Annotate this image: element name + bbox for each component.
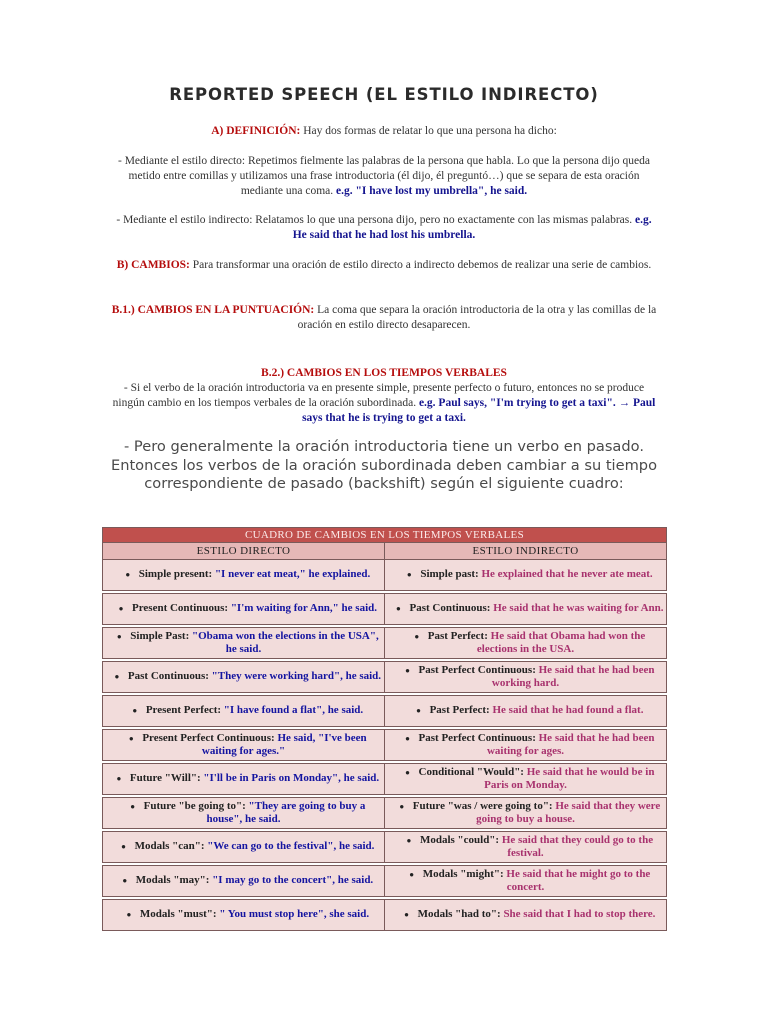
bullet-icon: ● [125,570,131,580]
indirect-example: He explained that he never ate meat. [481,568,653,581]
direct-tense-label: Future "be going to": [143,800,249,813]
indirect-speech-cell [385,832,667,863]
table-row [103,866,667,897]
indirect-tense-label: Past Perfect: [429,704,493,717]
indirect-tense-label: Future "was / were going to": [412,800,556,813]
direct-speech-cell [103,764,385,795]
definition-paragraph [110,124,658,139]
direct-speech-cell [103,594,385,625]
indirect-tense-label: Past Perfect Continuous: [418,732,539,745]
direct-tense-label: Present Perfect: [145,704,224,717]
indirect-tense-label: Simple past: [420,568,482,581]
bullet-icon: ● [406,570,412,580]
table-row [103,832,667,863]
changes-label: B) CAMBIOS: [116,259,190,271]
indirect-example: He said that they could go to the festival. [501,834,654,860]
indirect-speech-cell [385,662,667,693]
indirect-speech-cell [385,730,667,761]
table-row [103,764,667,795]
indirect-example: He said that he was waiting for Ann. [493,602,664,615]
bullet-icon: ● [116,631,122,641]
table-row [103,696,667,727]
indirect-example: He said that he would be in Paris on Monday. [484,766,655,792]
bullet-icon: ● [406,835,412,845]
changes-paragraph [110,258,658,273]
table-row [103,628,667,659]
bullet-icon: ● [404,910,409,920]
table-row [103,730,667,761]
direct-example: He said, "I've been waiting for ages." [201,732,367,758]
indirect-example: He said that he had been working hard. [491,664,655,690]
bullet-icon: ● [128,733,134,743]
punctuation-label: B.1.) CAMBIOS EN LA PUNTUACIÓN: [111,304,315,316]
direct-tense-label: Present Continuous: [132,602,231,615]
direct-speech-cell [103,560,385,591]
direct-example: "We can go to the festival", he said. [207,840,375,853]
direct-example: "Obama won the elections in the USA", he said. [192,630,379,656]
direct-example: "They are going to buy a house", he said. [206,800,366,826]
direct-speech-cell [103,900,385,931]
bullet-icon: ● [122,876,128,886]
punctuation-text: La coma que separa la oración introductoria de la otra y las comillas de la oración en estilo directo desaparecen. [297,304,657,331]
indirect-tense-label: Past Continuous: [409,602,494,615]
indirect-speech-cell [385,798,667,829]
indirect-example: He said that he might go to the concert. [506,868,651,894]
direct-speech-cell [103,662,385,693]
tense-changes-table [102,527,667,931]
indirect-tense-label: Conditional "Would": [418,766,527,779]
backshift-paragraph: - Pero generalmente la oración introductoria tiene un verbo en pasado. Entonces los verbos de la oración subordinada deben cambiar a su tiempo correspondiente de pasado (backshift) según el siguiente cuadro: [110,438,657,492]
direct-tense-label: Modals "may": [135,874,213,887]
bullet-icon: ● [130,801,136,811]
definition-text: Hay dos formas de relatar lo que una persona ha dicho: [300,125,557,137]
indirect-speech-cell [385,560,667,591]
verb-tenses-example: e.g. Paul says, "I'm trying to get a taxi". → Paul says that he is trying to get a taxi. [302,397,656,424]
bullet-icon: ● [114,672,120,682]
punctuation-paragraph [110,303,658,333]
bullet-icon: ● [405,665,410,675]
table-row [103,560,667,591]
bullet-icon: ● [126,910,132,920]
indirect-tense-label: Modals "could": [419,834,502,847]
bullet-icon: ● [414,631,420,641]
changes-text: Para transformar una oración de estilo directo a indirecto debemos de realizar una serie de cambios. [189,259,652,271]
indirect-speech-cell [385,594,667,625]
direct-speech-cell [103,628,385,659]
direct-speech-cell [103,798,385,829]
bullet-icon: ● [405,767,410,777]
bullet-icon: ● [116,774,122,784]
indirect-example: He said that Obama had won the elections in the USA. [476,630,646,656]
bullet-icon: ● [409,869,415,879]
indirect-speech-cell [385,866,667,897]
bullet-icon: ● [121,842,126,852]
indirect-example: He said that he had found a flat. [492,704,644,717]
bullet-icon: ● [396,604,401,614]
bullet-icon: ● [118,604,124,614]
table-row [103,798,667,829]
direct-example: "I have found a flat", he said. [223,704,364,717]
direct-speech-text: - Mediante el estilo directo: Repetimos fielmente las palabras de la persona que habla. Lo que la persona dijo queda metido entre comillas y utilizamos una frase introductoria (él dijo, él preguntó…) que se separa de esta oración mediante una coma. [117,155,650,197]
direct-tense-label: Simple present: [138,568,215,581]
indirect-speech-cell [385,900,667,931]
direct-tense-label: Modals "can": [134,840,208,853]
direct-tense-label: Simple Past: [130,630,193,643]
direct-speech-cell [103,696,385,727]
indirect-tense-label: Past Perfect Continuous: [418,664,539,677]
direct-example: "I'm waiting for Ann," he said. [230,602,377,615]
indirect-speech-example: e.g. He said that he had lost his umbrella. [292,214,652,241]
table-caption: CUADRO DE CAMBIOS EN LOS TIEMPOS VERBALES [103,528,667,543]
indirect-example: He said that he had been waiting for ages. [486,732,655,758]
direct-example: "I may go to the concert", he said. [212,874,374,887]
direct-example: "I never eat meat," he explained. [214,568,371,581]
indirect-tense-label: Modals "had to": [417,908,504,921]
direct-tense-label: Future "Will": [129,772,204,785]
verb-tenses-paragraph [110,366,658,426]
bullet-icon: ● [399,801,405,811]
indirect-tense-label: Past Perfect: [427,630,491,643]
verb-tenses-text: - Si el verbo de la oración introductoria va en presente simple, presente perfecto o futuro, entonces no se produce ningún cambio en los tiempos verbales de la oración subordinada. [112,382,645,409]
verb-tenses-label: B.2.) CAMBIOS EN LOS TIEMPOS VERBALES [261,367,507,379]
indirect-speech-cell [385,628,667,659]
column-header-indirect: ESTILO INDIRECTO [385,543,667,560]
indirect-speech-paragraph [110,213,658,243]
indirect-speech-cell [385,696,667,727]
table-row [103,900,667,931]
bullet-icon: ● [416,706,421,716]
indirect-speech-text: - Mediante el estilo indirecto: Relatamos lo que una persona dijo, pero no exactamente con las mismas palabras. [116,214,635,226]
table-row [103,594,667,625]
table-row [103,662,667,693]
direct-speech-example: e.g. "I have lost my umbrella", he said. [336,185,528,197]
direct-example: "I'll be in Paris on Monday", he said. [203,772,380,785]
direct-speech-cell [103,866,385,897]
direct-tense-label: Present Perfect Continuous: [142,732,278,745]
indirect-example: She said that I had to stop there. [503,908,656,921]
indirect-tense-label: Modals "might": [422,868,507,881]
bullet-icon: ● [132,706,138,716]
indirect-example: He said that they were going to buy a house. [476,800,661,826]
direct-example: "They were working hard", he said. [211,670,382,683]
direct-speech-cell [103,730,385,761]
column-header-direct: ESTILO DIRECTO [103,543,385,560]
direct-example: " You must stop here", she said. [219,908,370,921]
direct-speech-paragraph [110,154,658,199]
direct-tense-label: Modals "must": [139,908,220,921]
direct-tense-label: Past Continuous: [127,670,212,683]
bullet-icon: ● [405,733,410,743]
direct-speech-cell [103,832,385,863]
page-title: REPORTED SPEECH (EL ESTILO INDIRECTO) [169,85,599,104]
definition-label: A) DEFINICIÓN: [211,125,301,137]
indirect-speech-cell [385,764,667,795]
